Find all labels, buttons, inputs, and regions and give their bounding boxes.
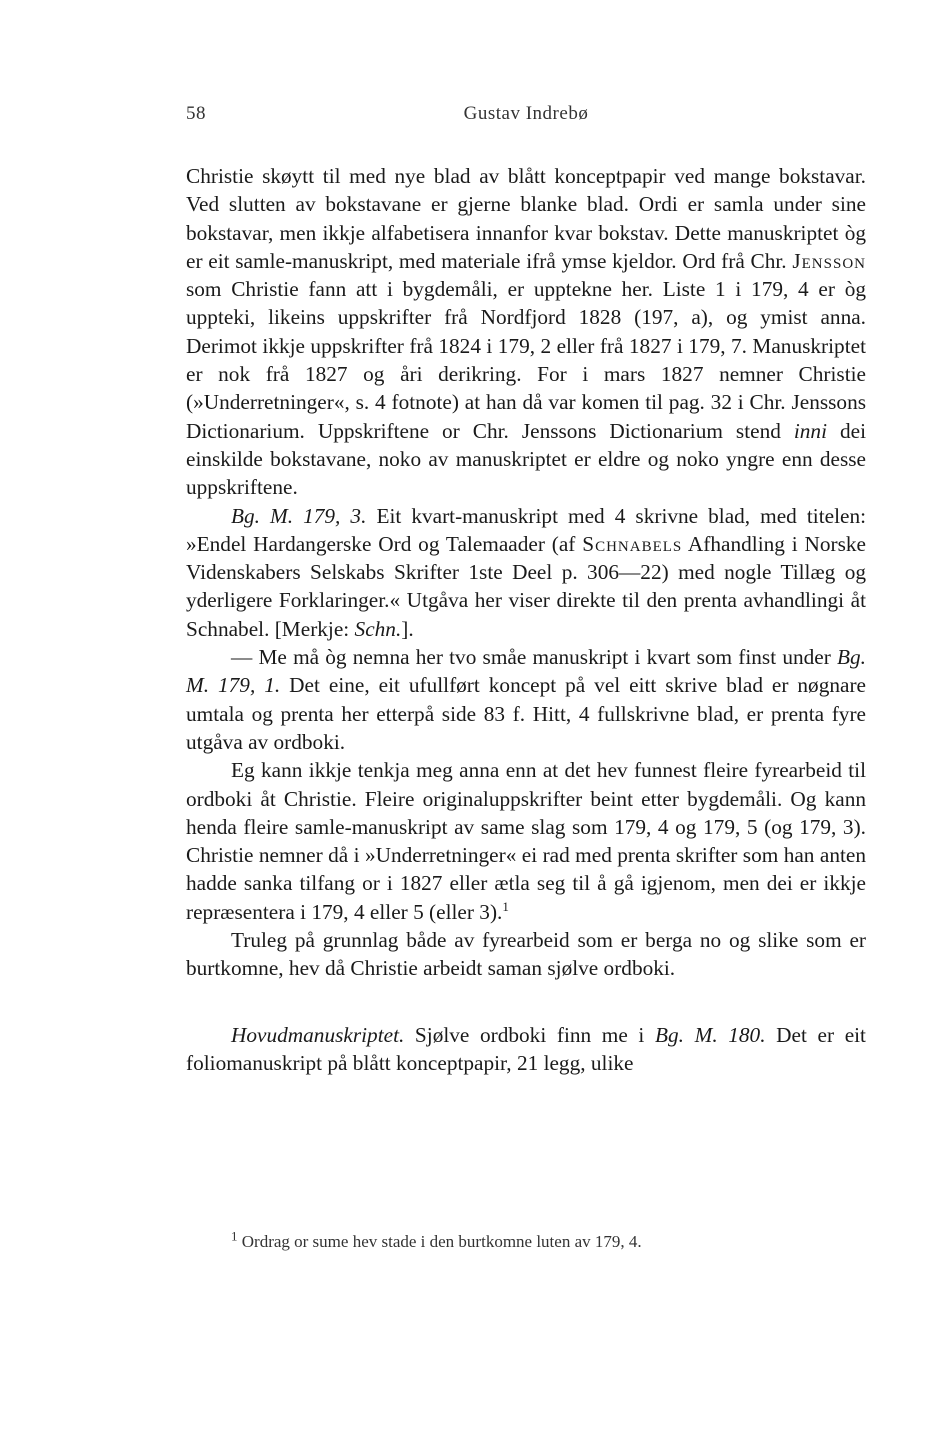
footnote-text: Ordrag or sume hev stade i den burtkomne luten av 179, 4. — [237, 1232, 642, 1251]
footnote — [186, 1228, 866, 1253]
paragraph: Truleg på grunnlag både av fyrearbeid som er berga no og slike som er burtkomne, hev då Christie arbeidt saman sjølve ordboki. — [186, 928, 866, 981]
section-gap — [186, 983, 866, 1021]
small-caps-name: Jensson — [792, 248, 866, 273]
small-caps-name: Schnabels — [582, 531, 683, 556]
manuscript-reference: Bg. M. 180. — [654, 1022, 766, 1047]
section-heading: Hovudmanuskriptet. — [231, 1022, 405, 1047]
paragraph: Christie skøytt til med nye blad av blått konceptpapir ved mange bokstavar. Ved slutten av bokstavane er gjerne blanke blad. Ordi er samla under sine bokstavar, men ikkje alfabetisera innanfor kvar bokstav. Dette manuskriptet òg er eit samle-manuskript, med materiale ifrå ymse kjeldor. Ord frå Chr. Jensson som Christie fann att i bygdemåli, er upptekne her. Liste 1 i 179, 4 er òg uppteki, likeins uppskrifter frå Nordfjord 1828 (197, a), og ymist anna. Derimot ikkje uppskrifter frå 1824 i 179, 2 eller frå 1827 i 179, 7. Manuskriptet er nok frå 1827 og åri derikring. For i mars 1827 nemner Christie (»Underretninger«, s. 4 fotnote) at han då var komen til pag. 32 i Chr. Jenssons Dictionarium. Uppskriftene or Chr. Jenssons Dictionarium stend inni dei einskilde bokstavane, noko av manuskriptet er eldre og noko yngre enn desse uppskriftene. — [186, 164, 867, 500]
paragraph: Bg. M. 179, 3. Eit kvart-manuskript med 4 skrivne blad, med titelen: »Endel Hardangerske Ord og Talemaader (af Schnabels Afhandling i Norske Videnskabers Selskabs Skrifter 1ste Deel p. 306—22) med nogle Tillæg og yderligere Forklaringer.« Utgåva her viser direkte til den prenta avhandlingi åt Schnabel. [Merkje: Schn.]. — [186, 503, 867, 641]
paragraph: — Me må òg nemna her tvo småe manuskript i kvart som finst under Bg. M. 179, 1. Det eine, eit ufullført koncept på vel eitt skrive blad er nøgnare umtala og prenta her etterpå side 83 f. Hitt, 4 fullskrivne blad, er prenta fyre utgåva av ordboki. — [186, 645, 866, 754]
manuscript-reference: Bg. M. 179, 3. — [231, 503, 367, 528]
footnote-mark: 1 — [231, 1228, 238, 1244]
page-header — [186, 103, 866, 129]
page-number: 58 — [186, 103, 206, 124]
emphasis: inni — [793, 418, 827, 443]
manuscript-reference: Bg. M. 179, 1. — [186, 645, 866, 698]
running-head: Gustav Indrebø — [463, 103, 589, 124]
footnote-reference: 1 — [502, 898, 509, 914]
body-text — [186, 162, 866, 1077]
paragraph: Hovudmanuskriptet. Sjølve ordboki finn me i Bg. M. 180. Det er eit foliomanuskript på blått konceptpapir, 21 legg, ulike — [186, 1022, 866, 1075]
paragraph: Eg kann ikkje tenkja meg anna enn at det hev funnest fleire fyrearbeid til ordboki åt Christie. Fleire originaluppskrifter beint etter bygdemåli. Og kann henda fleire samle-manuskript av same slag som 179, 4 og 179, 5 (og 179, 3). Christie nemner då i »Underretninger« ei rad med prenta skrifter som han anten hadde sanka tilfang or i 1827 eller ætla seg til å gå igjenom, men dei er ikkje repræsentera i 179, 4 eller 5 (eller 3).$^1$ — [186, 758, 866, 924]
emphasis: Schn. — [354, 616, 402, 641]
